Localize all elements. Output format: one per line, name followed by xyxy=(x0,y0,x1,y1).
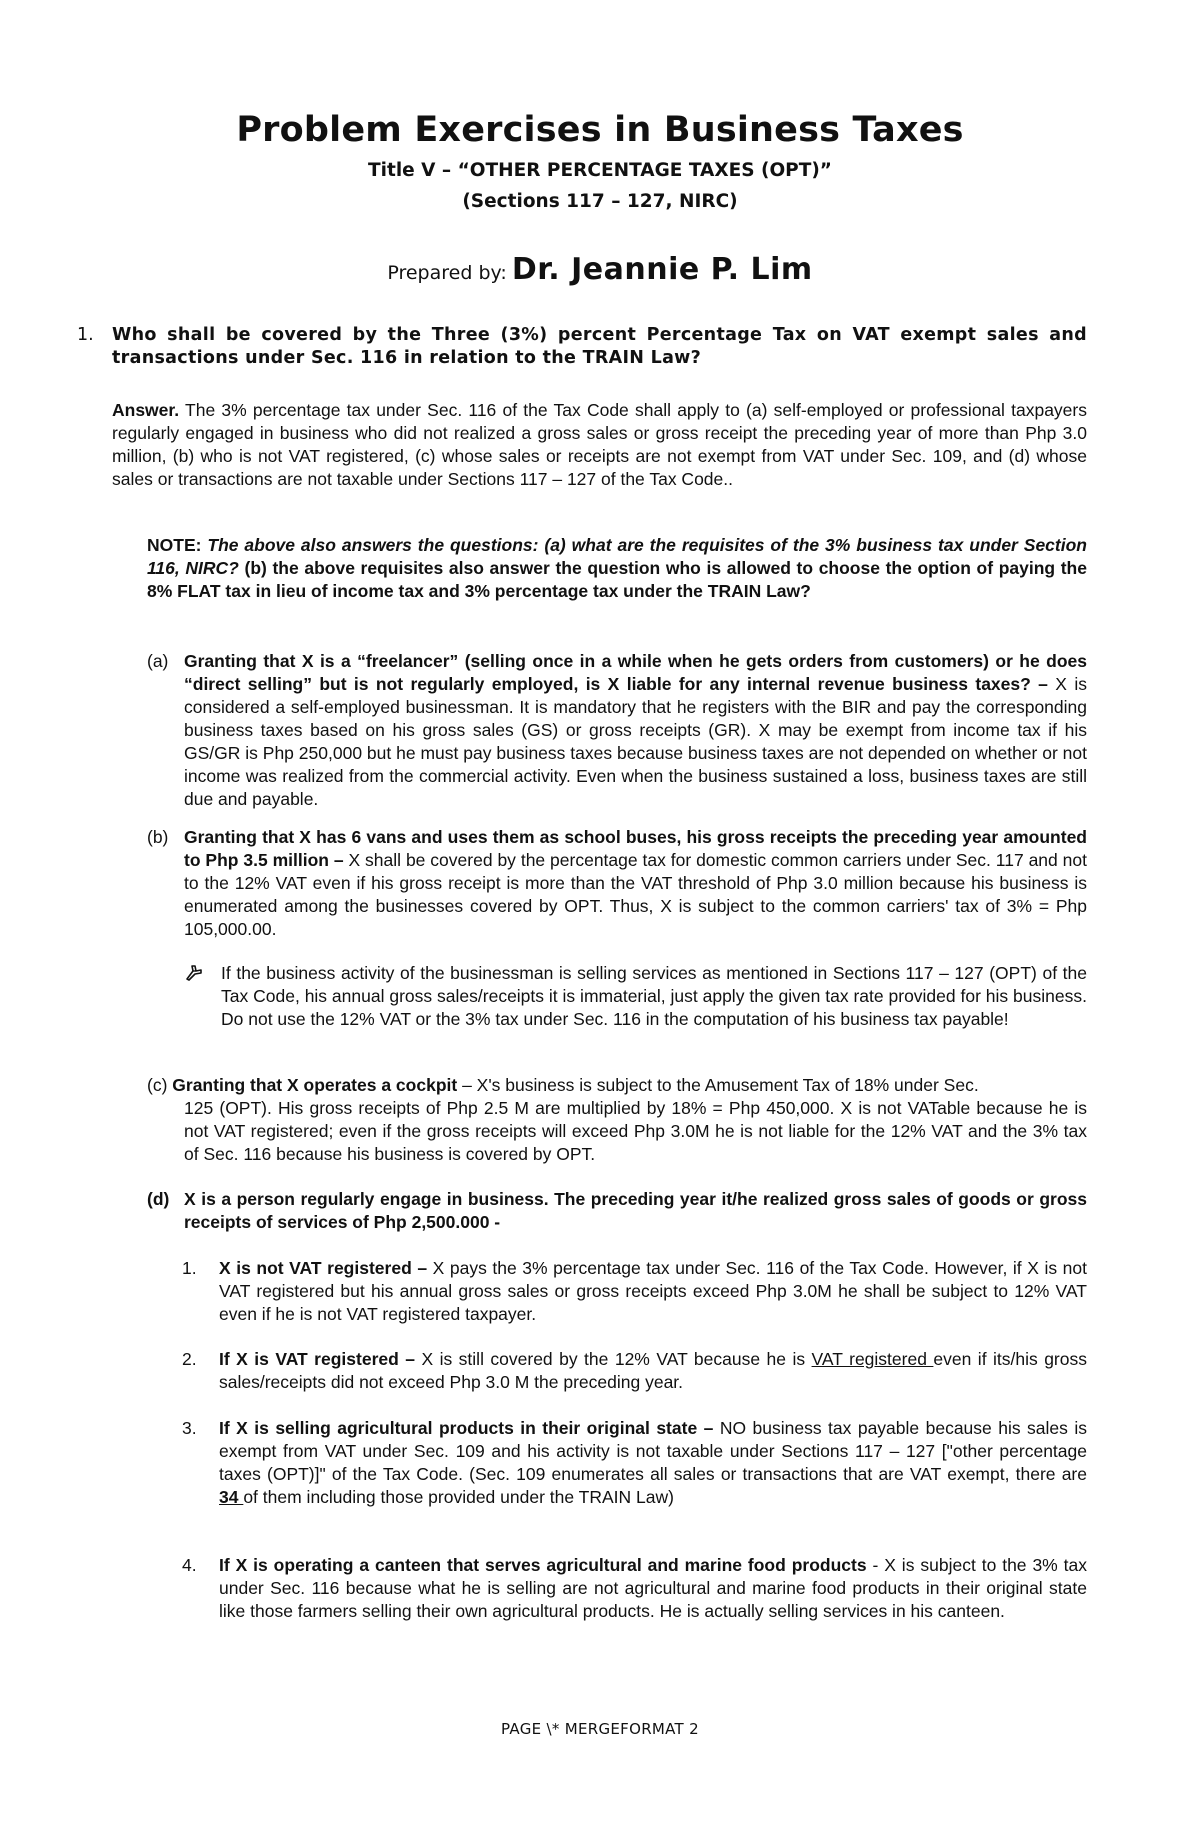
subitem-1-label: 1. xyxy=(182,1258,197,1278)
subitem-1-text: X pays the 3% percentage tax under Sec. 116 of the Tax Code. However, if X is not VAT registered but his annual gross sales or gross receipts exceed Php 3.0M he shall be subject to 12% VAT even if he is not VAT registered taxpayer. xyxy=(219,1258,1087,1324)
question-number: 1. xyxy=(77,325,94,345)
answer-paragraph xyxy=(112,399,1087,491)
item-a-text: X is considered a self-employed businessman. It is mandatory that he registers with the BIR and pay the corresponding business taxes based on his gross sales (GS) or gross receipts (GR). X may be exempt from income tax if his GS/GR is Php 250,000 but he must pay business taxes because business taxes are not depended on whether or not income was realized from the commercial activity. Even when the business sustained a loss, business taxes are still due and payable. xyxy=(184,674,1087,809)
subitem-1-heading: X is not VAT registered – xyxy=(219,1258,428,1278)
subitem-1 xyxy=(182,1257,1087,1326)
subitem-2 xyxy=(182,1348,1087,1394)
note-label: NOTE: xyxy=(147,535,208,555)
subitem-2-text-before: X is still covered by the 12% VAT because he is xyxy=(415,1349,812,1369)
subitem-3-body xyxy=(219,1417,1087,1509)
subitem-4-text: - X is subject to the 3% tax under Sec. 116 because what he is selling are not agricultural and marine food products in their original state like those farmers selling their own agricultural products. He is actually selling services in his canteen. xyxy=(219,1555,1087,1621)
document-subtitle-sections: (Sections 117 – 127, NIRC) xyxy=(462,191,738,212)
document-title: Problem Exercises in Business Taxes xyxy=(236,110,964,150)
item-c-question: Granting that X operates a cockpit xyxy=(172,1075,458,1095)
item-d-label: (d) xyxy=(147,1189,170,1209)
subitem-4-heading: If X is operating a canteen that serves agricultural and marine food products xyxy=(219,1555,867,1575)
item-c-text: – X's business is subject to the Amusement Tax of 18% under Sec. xyxy=(457,1075,979,1095)
question-text: Who shall be covered by the Three (3%) percent Percentage Tax on VAT exempt sales and transactions under Sec. 116 in relation to the TRAIN Law? xyxy=(112,325,1087,368)
item-b xyxy=(147,826,1087,941)
item-a-body xyxy=(184,650,1087,811)
prepared-by-line xyxy=(0,252,1200,287)
item-c-continuation: 125 (OPT). His gross receipts of Php 2.5 M are multiplied by 18% = Php 450,000. X is not VATable because he is not VAT registered; even if the gross receipts will exceed Php 3.0M he is not liable for the 12% VAT and the 3% tax of Sec. 116 because his business is covered by OPT. xyxy=(184,1098,1087,1164)
item-c-label: (c) xyxy=(147,1075,168,1095)
item-c xyxy=(147,1074,1087,1166)
note-italic-text: The above also answers the questions: (a) what are the requisites of the 3% business tax under Section 116, NIRC? xyxy=(147,535,1087,578)
subitem-4-body xyxy=(219,1554,1087,1623)
subitem-3-text-before: NO business tax payable because his sales is exempt from VAT under Sec. 109 and his activity is not taxable under Sections 117 – 127 ["other percentage taxes (OPT)]" of the Tax Code. (Sec. 109 enumerates all sales or transactions that are VAT exempt, there are xyxy=(219,1418,1087,1484)
subitem-4 xyxy=(182,1554,1087,1623)
page-footer: PAGE \* MERGEFORMAT 2 xyxy=(501,1720,699,1738)
subitem-3-heading: If X is selling agricultural products in their original state – xyxy=(219,1418,714,1438)
subitem-1-body xyxy=(219,1257,1087,1326)
item-b-label: (b) xyxy=(147,827,169,847)
item-b-body xyxy=(184,826,1087,941)
subitem-2-text-after: even if its/his gross sales/receipts did not exceed Php 3.0 M the preceding year. xyxy=(219,1349,1087,1392)
answer-label: Answer. xyxy=(112,400,180,420)
subitem-2-underlined: VAT registered xyxy=(811,1349,934,1369)
item-a xyxy=(147,650,1087,811)
subitem-2-body xyxy=(219,1348,1087,1394)
document-subtitle-title: Title V – “OTHER PERCENTAGE TAXES (OPT)” xyxy=(368,160,832,181)
question-1 xyxy=(77,324,1087,370)
subitem-4-label: 4. xyxy=(182,1555,197,1575)
item-d xyxy=(147,1188,1087,1234)
note-paragraph xyxy=(147,534,1087,603)
subitem-2-heading: If X is VAT registered – xyxy=(219,1349,415,1369)
subitem-3-text-after: of them including those provided under the TRAIN Law) xyxy=(243,1487,674,1507)
subitem-3 xyxy=(182,1417,1087,1509)
item-a-label: (a) xyxy=(147,651,169,671)
item-a-question: Granting that X is a “freelancer” (selling once in a while when he gets orders from customers) or he does “direct selling” but is not regularly employed, is X liable for any internal revenue business taxes? – xyxy=(184,651,1087,694)
prepared-by-label: Prepared by: xyxy=(387,262,507,284)
answer-text: The 3% percentage tax under Sec. 116 of the Tax Code shall apply to (a) self-employed or professional taxpayers regularly engaged in business who did not realized a gross sales or gross receipt the preceding year of more than Php 3.0 million, (b) who is not VAT registered, (c) whose sales or receipts are not exempt from VAT under Sec. 109, and (d) whose sales or transactions are not taxable under Sections 117 – 127 of the Tax Code.. xyxy=(112,400,1087,489)
item-b-note-text: If the business activity of the businessman is selling services as mentioned in Sections 117 – 127 (OPT) of the Tax Code, his annual gross sales/receipts it is immaterial, just apply the given tax rate provided for his business. Do not use the 12% VAT or the 3% tax under Sec. 116 in the computation of his business tax payable! xyxy=(221,963,1087,1029)
item-d-text: X is a person regularly engage in business. The preceding year it/he realized gross sales of goods or gross receipts of services of Php 2,500.000 - xyxy=(184,1189,1087,1232)
subitem-2-label: 2. xyxy=(182,1349,197,1369)
pointing-hand-icon xyxy=(184,962,204,982)
item-b-note xyxy=(184,962,1087,1031)
note-rest-text: (b) the above requisites also answer the question who is allowed to choose the option of paying the 8% FLAT tax in lieu of income tax and 3% percentage tax under the TRAIN Law? xyxy=(147,558,1087,601)
item-b-text: X shall be covered by the percentage tax for domestic common carriers under Sec. 117 and not to the 12% VAT even if his gross receipt is more than the VAT threshold of Php 3.0 million because his business is enumerated among the businesses covered by OPT. Thus, X is subject to the common carriers' tax of 3% = Php 105,000.00. xyxy=(184,850,1087,939)
item-b-question: Granting that X has 6 vans and uses them as school buses, his gross receipts the preceding year amounted to Php 3.5 million – xyxy=(184,827,1087,870)
subitem-3-label: 3. xyxy=(182,1418,197,1438)
author-name: Dr. Jeannie P. Lim xyxy=(511,252,813,287)
subitem-3-underlined-count: 34 xyxy=(219,1487,244,1507)
